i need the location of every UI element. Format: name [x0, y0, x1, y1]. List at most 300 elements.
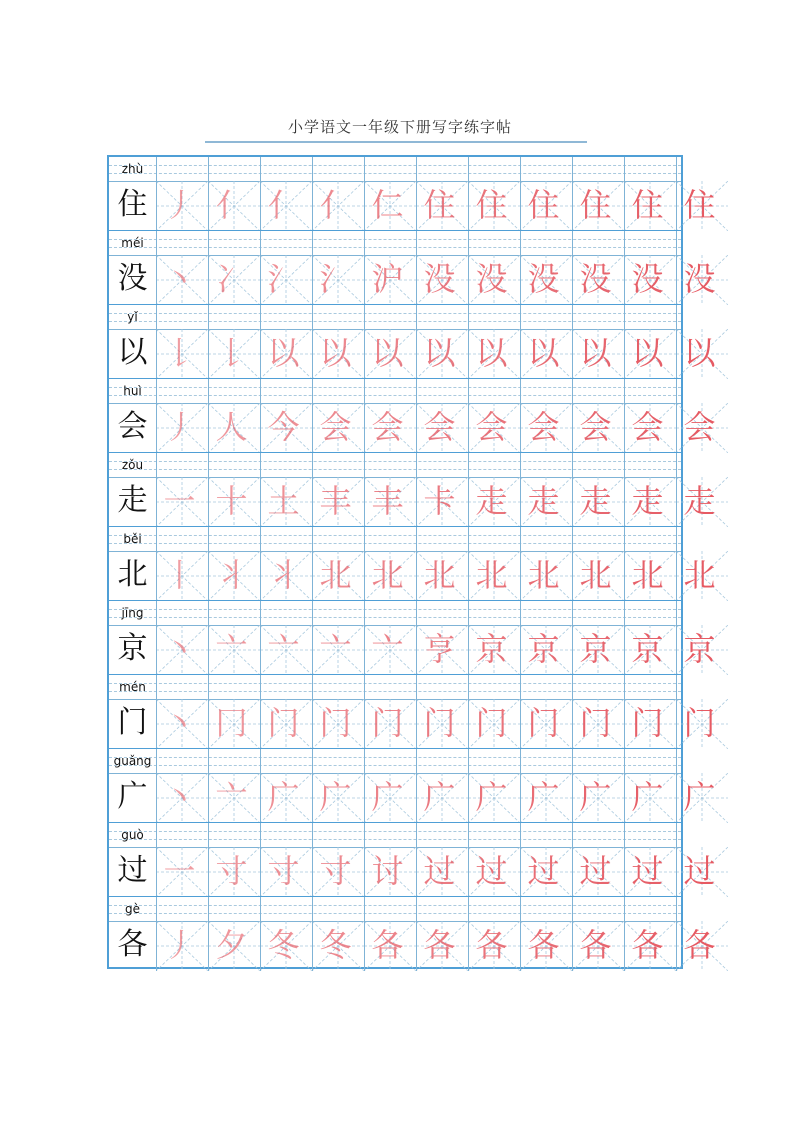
trace-character-cell[interactable]: [208, 329, 260, 379]
trace-character-cell[interactable]: [468, 921, 520, 971]
trace-character: 𠄌: [163, 334, 196, 372]
trace-character-cell[interactable]: [520, 477, 572, 527]
cell-divider: [312, 601, 313, 675]
cell-divider: [520, 379, 521, 453]
pinyin-guide-line: [109, 543, 681, 544]
trace-character-cell[interactable]: [572, 329, 624, 379]
cell-divider: [156, 379, 157, 453]
trace-character-cell[interactable]: [676, 551, 728, 601]
model-character-cell: [109, 329, 156, 379]
model-character-cell: [109, 625, 156, 675]
trace-character-cell[interactable]: [468, 551, 520, 601]
trace-character-cell[interactable]: [260, 403, 312, 453]
cell-divider: [468, 453, 469, 527]
trace-character: 各: [423, 926, 456, 964]
cell-divider: [520, 527, 521, 601]
cell-divider: [676, 749, 677, 823]
trace-character-cell[interactable]: [312, 255, 364, 305]
trace-character-cell[interactable]: [312, 477, 364, 527]
trace-character-cell[interactable]: [416, 329, 468, 379]
trace-character-cell[interactable]: [156, 329, 208, 379]
cell-divider: [624, 601, 625, 675]
trace-character-cell[interactable]: [624, 181, 676, 231]
model-character: 住: [117, 187, 148, 222]
trace-character-cell[interactable]: [260, 551, 312, 601]
cell-divider: [364, 305, 365, 379]
cell-divider: [572, 527, 573, 601]
cell-divider: [208, 527, 209, 601]
model-character-cell: [109, 403, 156, 453]
trace-character: 亻: [215, 186, 248, 224]
trace-character-cell[interactable]: [208, 255, 260, 305]
trace-character-cell[interactable]: [156, 699, 208, 749]
trace-character-cell[interactable]: [416, 477, 468, 527]
model-character: 各: [117, 927, 148, 962]
trace-character: 卡: [423, 482, 456, 520]
trace-character-cell[interactable]: [468, 181, 520, 231]
trace-character: 亠: [267, 630, 300, 668]
trace-character-cell[interactable]: [312, 847, 364, 897]
trace-character-cell[interactable]: [156, 625, 208, 675]
trace-character-cell[interactable]: [520, 403, 572, 453]
trace-character-cell[interactable]: [364, 181, 416, 231]
trace-character: 住: [475, 186, 508, 224]
model-character-cell: [109, 773, 156, 823]
trace-character-cell[interactable]: [260, 921, 312, 971]
trace-character-cell[interactable]: [468, 403, 520, 453]
trace-character: 丰: [371, 482, 404, 520]
pinyin-label: guǎng: [113, 754, 152, 768]
trace-character-cell[interactable]: [624, 551, 676, 601]
character-row: [109, 453, 716, 527]
trace-character: 没: [631, 260, 664, 298]
trace-character-cell[interactable]: [624, 477, 676, 527]
trace-character-cell[interactable]: [364, 699, 416, 749]
trace-character-cell[interactable]: [312, 329, 364, 379]
trace-character: 过: [683, 852, 716, 890]
trace-character: 会: [371, 408, 404, 446]
trace-character-cell[interactable]: [364, 329, 416, 379]
trace-character-cell[interactable]: [416, 181, 468, 231]
trace-character: 各: [579, 926, 612, 964]
trace-character: 北: [631, 556, 664, 594]
cell-divider: [416, 527, 417, 601]
trace-character-cell[interactable]: [156, 403, 208, 453]
cell-divider: [676, 453, 677, 527]
cell-divider: [572, 897, 573, 971]
title-underline: [205, 141, 587, 143]
trace-character-cell[interactable]: [572, 551, 624, 601]
trace-character-cell[interactable]: [624, 699, 676, 749]
trace-character-cell[interactable]: [312, 403, 364, 453]
trace-character: 广: [631, 778, 664, 816]
trace-character: 广: [319, 778, 352, 816]
trace-character-cell[interactable]: [416, 403, 468, 453]
trace-character-cell[interactable]: [572, 403, 624, 453]
pinyin-guide-line: [109, 321, 681, 322]
pinyin-guide-line: [109, 165, 681, 166]
trace-character-cell[interactable]: [260, 255, 312, 305]
pinyin-label: běi: [123, 532, 142, 546]
trace-character-cell[interactable]: [416, 625, 468, 675]
model-character-cell: [109, 847, 156, 897]
character-row: [109, 823, 716, 897]
trace-character-cell[interactable]: [572, 255, 624, 305]
trace-character-cell[interactable]: [208, 773, 260, 823]
cell-divider: [520, 749, 521, 823]
cell-divider: [416, 157, 417, 231]
trace-character-cell[interactable]: [520, 699, 572, 749]
cell-divider: [208, 823, 209, 897]
pinyin-guide-line: [109, 765, 681, 766]
cell-divider: [260, 527, 261, 601]
cell-divider: [572, 749, 573, 823]
trace-character-cell[interactable]: [156, 921, 208, 971]
trace-character-cell[interactable]: [468, 847, 520, 897]
cell-divider: [468, 305, 469, 379]
pinyin-guide-line: [109, 239, 681, 240]
trace-character-cell[interactable]: [572, 773, 624, 823]
cell-divider: [312, 453, 313, 527]
cell-divider: [624, 897, 625, 971]
trace-character-cell[interactable]: [208, 403, 260, 453]
cell-divider: [624, 675, 625, 749]
trace-character: 以: [527, 334, 560, 372]
trace-character-cell[interactable]: [156, 847, 208, 897]
trace-character-cell[interactable]: [260, 699, 312, 749]
pinyin-guide-line: [109, 757, 681, 758]
trace-character: 广: [371, 778, 404, 816]
trace-character-cell[interactable]: [416, 773, 468, 823]
cell-divider: [624, 453, 625, 527]
cell-divider: [364, 897, 365, 971]
trace-character: 会: [319, 408, 352, 446]
trace-character: 没: [527, 260, 560, 298]
cell-divider: [364, 453, 365, 527]
pinyin-guide-line: [109, 913, 681, 914]
trace-character: 以: [683, 334, 716, 372]
trace-character-cell[interactable]: [364, 625, 416, 675]
trace-character-cell[interactable]: [676, 625, 728, 675]
trace-character-cell[interactable]: [208, 477, 260, 527]
trace-character: 沪: [371, 260, 404, 298]
trace-character-cell[interactable]: [520, 847, 572, 897]
trace-character: 北: [319, 556, 352, 594]
trace-character-cell[interactable]: [520, 329, 572, 379]
trace-character: 京: [475, 630, 508, 668]
trace-character-cell[interactable]: [676, 773, 728, 823]
cell-divider: [676, 897, 677, 971]
trace-character: 住: [527, 186, 560, 224]
trace-character: 门: [423, 704, 456, 742]
trace-character-cell[interactable]: [572, 847, 624, 897]
trace-character-cell[interactable]: [676, 477, 728, 527]
trace-character-cell[interactable]: [676, 847, 728, 897]
trace-character-cell[interactable]: [416, 847, 468, 897]
trace-character-cell[interactable]: [520, 551, 572, 601]
trace-character-cell[interactable]: [676, 699, 728, 749]
cell-divider: [468, 379, 469, 453]
trace-character-cell[interactable]: [468, 625, 520, 675]
cell-divider: [156, 231, 157, 305]
trace-character-cell[interactable]: [520, 255, 572, 305]
trace-character-cell[interactable]: [364, 551, 416, 601]
trace-character: 亠: [215, 778, 248, 816]
trace-character: 仁: [371, 186, 404, 224]
cell-divider: [520, 897, 521, 971]
trace-character-cell[interactable]: [156, 773, 208, 823]
trace-character: 各: [631, 926, 664, 964]
trace-character-cell[interactable]: [312, 625, 364, 675]
trace-character-cell[interactable]: [572, 699, 624, 749]
trace-character-cell[interactable]: [676, 181, 728, 231]
cell-divider: [520, 601, 521, 675]
trace-character: 各: [371, 926, 404, 964]
cell-divider: [260, 305, 261, 379]
cell-divider: [676, 527, 677, 601]
cell-divider: [260, 379, 261, 453]
trace-character: 北: [683, 556, 716, 594]
trace-character: 各: [475, 926, 508, 964]
trace-character: 丿: [163, 408, 196, 446]
pinyin-guide-line: [109, 313, 681, 314]
model-character-cell: [109, 551, 156, 601]
cell-divider: [260, 675, 261, 749]
trace-character: 氵: [267, 260, 300, 298]
character-row: [109, 527, 716, 601]
trace-character-cell[interactable]: [624, 921, 676, 971]
trace-character-cell[interactable]: [156, 477, 208, 527]
trace-character: 以: [423, 334, 456, 372]
trace-character: 亠: [371, 630, 404, 668]
trace-character-cell[interactable]: [364, 773, 416, 823]
trace-character-cell[interactable]: [312, 699, 364, 749]
trace-character-cell[interactable]: [416, 921, 468, 971]
trace-character-cell[interactable]: [260, 847, 312, 897]
cell-divider: [364, 823, 365, 897]
cell-divider: [468, 231, 469, 305]
trace-character: 京: [527, 630, 560, 668]
trace-character-cell[interactable]: [624, 773, 676, 823]
cell-divider: [260, 453, 261, 527]
pinyin-guide-line: [109, 173, 681, 174]
pinyin-label: jīng: [121, 606, 144, 620]
cell-divider: [416, 749, 417, 823]
trace-character-cell[interactable]: [520, 181, 572, 231]
trace-character: 京: [579, 630, 612, 668]
trace-character-cell[interactable]: [624, 403, 676, 453]
character-row: [109, 601, 716, 675]
pinyin-guide-line: [109, 839, 681, 840]
trace-character-cell[interactable]: [364, 255, 416, 305]
trace-character: 以: [319, 334, 352, 372]
trace-character-cell[interactable]: [364, 847, 416, 897]
trace-character-cell[interactable]: [624, 625, 676, 675]
trace-character-cell[interactable]: [676, 403, 728, 453]
cell-divider: [208, 453, 209, 527]
trace-character: 走: [579, 482, 612, 520]
trace-character: 过: [475, 852, 508, 890]
model-character: 门: [117, 705, 148, 740]
trace-character: 人: [215, 408, 248, 446]
trace-character: 会: [683, 408, 716, 446]
trace-character-cell[interactable]: [208, 847, 260, 897]
trace-character-cell[interactable]: [572, 477, 624, 527]
cell-divider: [520, 157, 521, 231]
cell-divider: [208, 305, 209, 379]
trace-character: 广: [527, 778, 560, 816]
trace-character-cell[interactable]: [312, 551, 364, 601]
cell-divider: [520, 231, 521, 305]
cell-divider: [208, 231, 209, 305]
cell-divider: [520, 823, 521, 897]
cell-divider: [208, 601, 209, 675]
trace-character-cell[interactable]: [624, 847, 676, 897]
trace-character-cell[interactable]: [624, 255, 676, 305]
trace-character-cell[interactable]: [312, 181, 364, 231]
trace-character-cell[interactable]: [468, 329, 520, 379]
trace-character: 以: [475, 334, 508, 372]
cell-divider: [312, 379, 313, 453]
cell-divider: [572, 305, 573, 379]
cell-divider: [468, 749, 469, 823]
trace-character: 住: [683, 186, 716, 224]
trace-character: 冫: [215, 260, 248, 298]
cell-divider: [364, 601, 365, 675]
trace-character: 门: [579, 704, 612, 742]
trace-character-cell[interactable]: [208, 181, 260, 231]
trace-character-cell[interactable]: [416, 699, 468, 749]
trace-character-cell[interactable]: [572, 921, 624, 971]
trace-character-cell[interactable]: [260, 329, 312, 379]
cell-divider: [156, 675, 157, 749]
cell-divider: [260, 601, 261, 675]
trace-character-cell[interactable]: [468, 699, 520, 749]
trace-character-cell[interactable]: [156, 181, 208, 231]
trace-character-cell[interactable]: [260, 477, 312, 527]
pinyin-guide-line: [109, 247, 681, 248]
trace-character-cell[interactable]: [676, 255, 728, 305]
trace-character-cell[interactable]: [260, 773, 312, 823]
trace-character-cell[interactable]: [260, 625, 312, 675]
trace-character: 冬: [267, 926, 300, 964]
trace-character: 亻: [267, 186, 300, 224]
trace-character-cell[interactable]: [156, 551, 208, 601]
cell-divider: [260, 231, 261, 305]
cell-divider: [468, 675, 469, 749]
cell-divider: [468, 897, 469, 971]
character-row: [109, 897, 716, 971]
trace-character: 住: [579, 186, 612, 224]
cell-divider: [468, 157, 469, 231]
trace-character-cell[interactable]: [624, 329, 676, 379]
cell-divider: [364, 675, 365, 749]
trace-character: 门: [267, 704, 300, 742]
trace-character: 门: [319, 704, 352, 742]
cell-divider: [416, 379, 417, 453]
trace-character-cell[interactable]: [676, 921, 728, 971]
trace-character-cell[interactable]: [312, 773, 364, 823]
trace-character: 亻: [319, 186, 352, 224]
cell-divider: [312, 897, 313, 971]
cell-divider: [572, 379, 573, 453]
pinyin-label: yǐ: [127, 310, 138, 324]
trace-character: 京: [631, 630, 664, 668]
pinyin-guide-line: [109, 395, 681, 396]
trace-character-cell[interactable]: [208, 921, 260, 971]
trace-character-cell[interactable]: [468, 477, 520, 527]
trace-character: 寸: [215, 852, 248, 890]
cell-divider: [416, 453, 417, 527]
trace-character: 𠄌: [215, 334, 248, 372]
trace-character-cell[interactable]: [572, 625, 624, 675]
trace-character-cell[interactable]: [364, 477, 416, 527]
character-row: [109, 749, 716, 823]
trace-character: 丿: [163, 926, 196, 964]
cell-divider: [364, 157, 365, 231]
pinyin-guide-line: [109, 617, 681, 618]
cell-divider: [260, 749, 261, 823]
trace-character: 会: [475, 408, 508, 446]
trace-character-cell[interactable]: [364, 403, 416, 453]
trace-character: 走: [475, 482, 508, 520]
trace-character-cell[interactable]: [520, 773, 572, 823]
cell-divider: [468, 823, 469, 897]
trace-character-cell[interactable]: [208, 551, 260, 601]
cell-divider: [364, 379, 365, 453]
trace-character: 走: [527, 482, 560, 520]
trace-character-cell[interactable]: [572, 181, 624, 231]
trace-character: 亨: [423, 630, 456, 668]
model-character-cell: [109, 921, 156, 971]
trace-character: 没: [423, 260, 456, 298]
trace-character-cell[interactable]: [260, 181, 312, 231]
trace-character-cell[interactable]: [364, 921, 416, 971]
cell-divider: [208, 897, 209, 971]
cell-divider: [312, 231, 313, 305]
cell-divider: [676, 157, 677, 231]
trace-character-cell[interactable]: [468, 255, 520, 305]
trace-character-cell[interactable]: [468, 773, 520, 823]
trace-character-cell[interactable]: [416, 551, 468, 601]
character-row: [109, 305, 716, 379]
cell-divider: [312, 527, 313, 601]
trace-character-cell[interactable]: [208, 699, 260, 749]
cell-divider: [208, 379, 209, 453]
trace-character-cell[interactable]: [208, 625, 260, 675]
cell-divider: [676, 823, 677, 897]
trace-character-cell[interactable]: [676, 329, 728, 379]
model-character-cell: [109, 699, 156, 749]
model-character: 广: [117, 779, 148, 814]
pinyin-label: huì: [123, 384, 142, 398]
cell-divider: [676, 379, 677, 453]
cell-divider: [156, 823, 157, 897]
trace-character-cell[interactable]: [416, 255, 468, 305]
trace-character-cell[interactable]: [156, 255, 208, 305]
trace-character-cell[interactable]: [312, 921, 364, 971]
cell-divider: [572, 157, 573, 231]
cell-divider: [260, 157, 261, 231]
cell-divider: [416, 823, 417, 897]
trace-character: 住: [423, 186, 456, 224]
cell-divider: [468, 527, 469, 601]
cell-divider: [312, 823, 313, 897]
cell-divider: [676, 305, 677, 379]
trace-character-cell[interactable]: [520, 625, 572, 675]
trace-character: 丶: [163, 704, 196, 742]
trace-character-cell[interactable]: [520, 921, 572, 971]
